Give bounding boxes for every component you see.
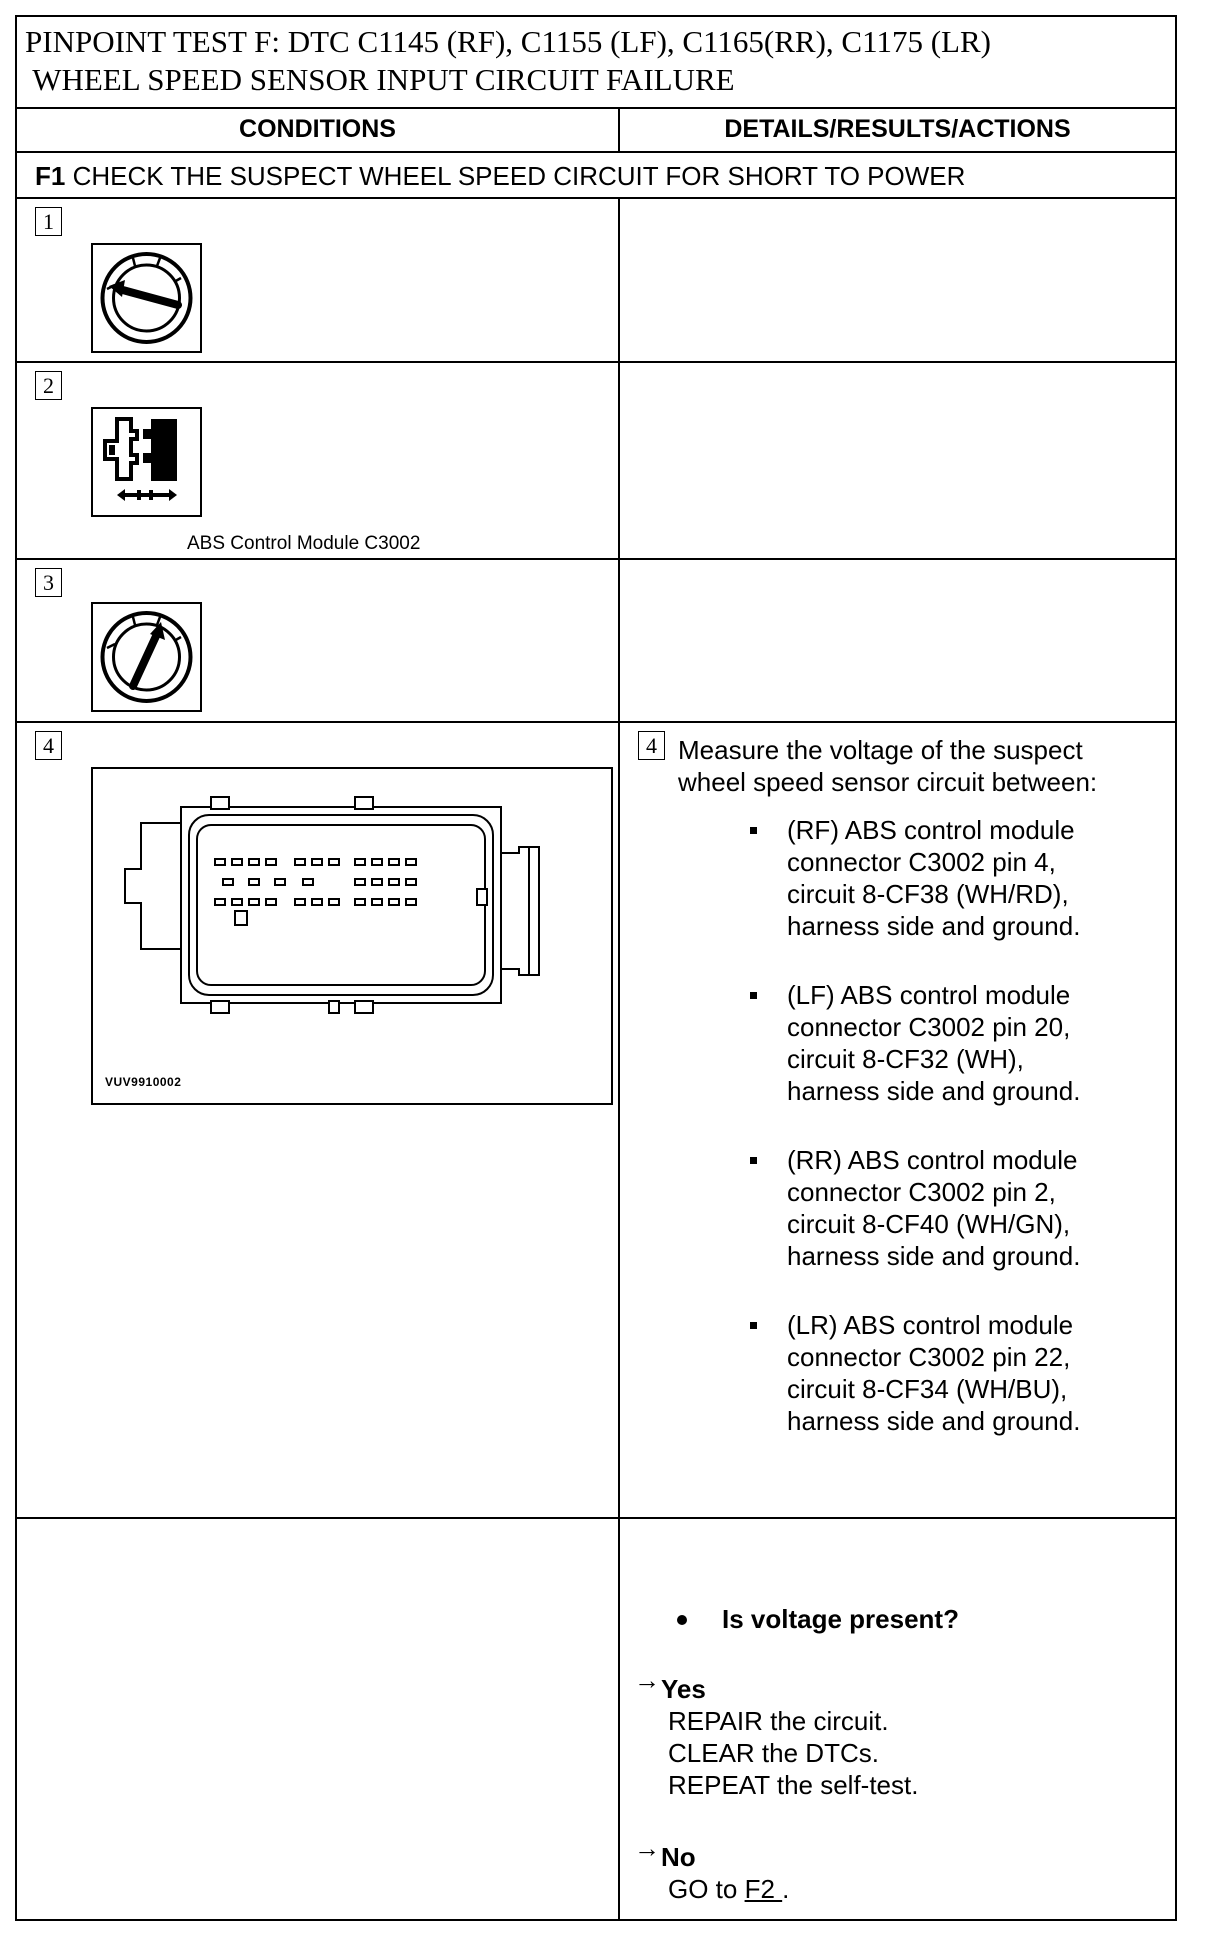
step-number-box: 3 [35,568,62,597]
bullet-line: harness side and ground. [787,911,1081,941]
instruction-line: Measure the voltage of the suspect [678,735,1083,765]
disconnect-connector-icon [91,407,202,517]
question-bullet [677,1615,687,1625]
ignition-on-icon [91,602,202,712]
details-header: DETAILS/RESULTS/ACTIONS [724,115,1071,143]
step-row [17,153,1175,199]
action-line: REPEAT the self-test. [668,1770,919,1800]
bullet-line: (RR) ABS control module [787,1145,1078,1175]
detail-step-number-box: 4 [638,731,665,760]
bullet-line: connector C3002 pin 20, [787,1012,1071,1042]
bullet-line: (LR) ABS control module [787,1310,1074,1340]
diagram-label: VUV9910002 [105,1075,182,1089]
instruction-line: wheel speed sensor circuit between: [678,767,1098,797]
bullet-line: circuit 8-CF34 (WH/BU), [787,1374,1068,1404]
bullet-line: harness side and ground. [787,1241,1081,1271]
condition-row-4 [17,723,1175,1519]
result-row [17,1519,1175,1919]
title-row [17,17,1175,109]
bullet-line: harness side and ground. [787,1076,1081,1106]
bullet-line: (RF) ABS control module [787,815,1075,845]
pinpoint-test-table [15,15,1177,1921]
bullet-line: (LF) ABS control module [787,980,1071,1010]
bullet-marker [750,992,757,999]
detail-cell-4 [620,723,1175,1517]
condition-cell-2 [17,363,620,558]
step-id: F1 [35,161,66,191]
detail-cell-3 [620,560,1175,721]
no-label: No [661,1842,696,1872]
action-line: REPAIR the circuit. [668,1706,889,1736]
title-line-2: WHEEL SPEED SENSOR INPUT CIRCUIT FAILURE [25,62,735,97]
yes-arrow-icon: → [634,1665,660,1695]
measurement-lf [787,979,1080,1107]
step-number-box: 4 [35,731,62,760]
condition-cell-3 [17,560,620,721]
detail-cell-1 [620,199,1175,361]
condition-row-3 [17,560,1175,723]
test-title [25,23,991,99]
step-heading [35,159,965,193]
condition-row-2 [17,363,1175,560]
step-number-box: 2 [35,371,62,400]
step-text: CHECK THE SUSPECT WHEEL SPEED CIRCUIT FOR SHORT TO POWER [72,161,966,191]
connector-c3002-diagram [91,767,613,1105]
measurement-rf [787,814,1080,942]
bullet-line: circuit 8-CF32 (WH), [787,1044,1024,1074]
result-question: Is voltage present? [722,1604,959,1634]
result-detail-cell [620,1519,1175,1919]
measurement-lr [787,1309,1080,1437]
action-line: CLEAR the DTCs. [668,1738,879,1768]
step-number-box: 1 [35,207,62,236]
condition-row-1 [17,199,1175,363]
no-arrow-icon: → [634,1833,660,1863]
result-condition-cell [17,1519,620,1919]
bullet-line: connector C3002 pin 4, [787,847,1056,877]
no-action-period: . [782,1874,790,1904]
yes-label: Yes [661,1674,706,1704]
yes-actions [668,1705,918,1801]
no-action [668,1873,789,1905]
title-line-1: PINPOINT TEST F: DTC C1145 (RF), C1155 (LF), C1165(RR), C1175 (LR) [25,24,991,59]
condition-cell-4 [17,723,620,1517]
no-action-text: GO to [668,1874,745,1904]
bullet-line: connector C3002 pin 2, [787,1177,1056,1207]
measure-instruction [678,734,1097,798]
go-to-f2-link[interactable]: F2 [744,1874,783,1904]
header-row [17,109,1175,153]
bullet-line: circuit 8-CF38 (WH/RD), [787,879,1069,909]
conditions-header: CONDITIONS [17,109,620,151]
detail-cell-2 [620,363,1175,558]
bullet-marker [750,1157,757,1164]
condition-cell-1 [17,199,620,361]
measurement-rr [787,1144,1080,1272]
bullet-line: connector C3002 pin 22, [787,1342,1071,1372]
ignition-off-icon [91,243,202,353]
bullet-line: harness side and ground. [787,1406,1081,1436]
bullet-marker [750,1322,757,1329]
bullet-line: circuit 8-CF40 (WH/GN), [787,1209,1071,1239]
bullet-marker [750,827,757,834]
connector-caption: ABS Control Module C3002 [187,533,421,554]
